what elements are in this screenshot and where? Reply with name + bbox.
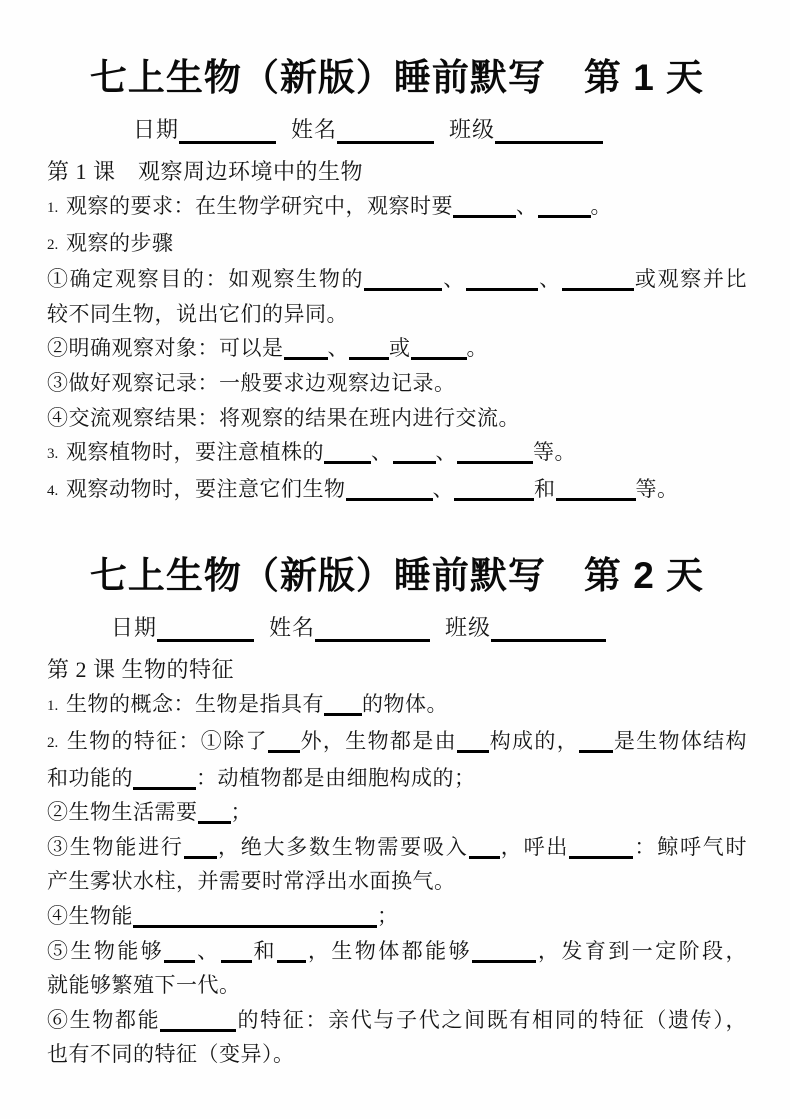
text-segment: 生物的概念：生物是指具有 (66, 692, 324, 717)
fill-in-blank (164, 942, 195, 963)
fill-in-blank (277, 942, 306, 963)
fill-in-blank (393, 443, 436, 464)
text-segment: ②生物生活需要 (47, 800, 198, 825)
field-label: 姓名 (269, 615, 316, 641)
text-segment: 外，生物都是由 (299, 728, 457, 753)
name-field (269, 615, 430, 640)
text-line (47, 899, 747, 934)
text-segment: 也有不同的特征（变异）。 (47, 1042, 295, 1067)
text-segment: ：鲸呼气时 (633, 834, 748, 859)
text-segment: 的特征：亲代与子代之间既有相同的特征（遗传）， (236, 1007, 748, 1032)
name-field (291, 117, 434, 142)
fill-in-blank (284, 339, 328, 360)
fill-in-blank (198, 803, 231, 824)
worksheet (47, 56, 747, 1072)
text-segment: 构成的， (488, 728, 580, 753)
section-title: 七上生物（新版）睡前默写 第 1 天 (89, 57, 705, 98)
text-segment: 。 (590, 194, 612, 218)
fill-in-blank (133, 907, 377, 928)
fill-in-blank (457, 443, 533, 464)
text-segment: ④生物能 (47, 903, 133, 928)
text-segment: 产生雾状水柱，并需要时常浮出水面换气。 (47, 869, 456, 894)
text-line (47, 1037, 747, 1072)
text-line (47, 724, 747, 761)
text-line (47, 262, 747, 297)
text-line (47, 968, 747, 1003)
fill-in-blank (324, 695, 362, 716)
text-line (47, 366, 747, 401)
text-segment: 、 (442, 267, 466, 292)
text-segment: ⑤生物能够 (47, 938, 165, 963)
fill-in-blank (454, 480, 534, 501)
fill-in-blank (579, 732, 613, 753)
text-segment: ④交流观察结果：将观察的结果在班内进行交流。 (47, 405, 520, 430)
field-label: 班级 (449, 117, 496, 142)
text-segment: ，生物体都能够 (306, 938, 473, 963)
text-segment: 等。 (533, 440, 576, 465)
fill-in-blank (453, 197, 516, 218)
text-segment: 生物的特征：①除了 (66, 728, 268, 753)
field-label: 班级 (445, 615, 492, 641)
date-field (111, 615, 254, 640)
fill-in-blank (324, 443, 371, 464)
field-label: 姓名 (291, 117, 338, 142)
fill-in-blank (221, 942, 252, 963)
text-segment: 观察植物时，要注意植株的 (66, 440, 324, 465)
text-segment: 和 (534, 476, 556, 501)
text-segment: 或 (389, 336, 411, 361)
section-title: 七上生物（新版）睡前默写 第 2 天 (89, 555, 705, 597)
text-segment: 观察的要求：在生物学研究中，观察时要 (66, 194, 453, 218)
text-line (47, 297, 747, 332)
field-blank-line (491, 617, 606, 642)
fill-in-blank (346, 480, 433, 501)
text-segment: 较不同生物，说出它们的异同。 (47, 301, 348, 326)
fill-in-blank (268, 732, 300, 753)
field-blank-line (157, 617, 254, 642)
text-line (47, 687, 747, 724)
text-segment: 的物体。 (362, 692, 448, 717)
text-segment: ③生物能进行 (47, 834, 184, 859)
fill-in-blank (472, 942, 536, 963)
text-segment: ，发育到一定阶段， (536, 938, 748, 963)
text-segment: 观察动物时，要注意它们生物 (66, 476, 346, 501)
field-blank-line (315, 617, 430, 642)
fill-in-blank (469, 838, 500, 859)
text-segment: ：动植物都是由细胞构成的； (196, 765, 476, 790)
fill-in-blank (160, 1011, 236, 1032)
class-field (445, 615, 606, 640)
text-segment: 和 (251, 938, 277, 963)
text-segment: 是生物体结构 (613, 728, 748, 753)
fill-in-blank (457, 732, 489, 753)
text-line (47, 435, 747, 472)
item-number: 4. (47, 482, 59, 499)
text-line (47, 472, 747, 509)
text-segment: 。 (466, 336, 488, 361)
fill-in-blank (364, 270, 442, 291)
field-blank-line (337, 119, 434, 144)
text-segment: 、 (327, 336, 349, 361)
text-segment: 、 (435, 440, 457, 465)
field-blank-line (179, 119, 276, 144)
lesson-heading: 第 2 课 生物的特征 (47, 657, 235, 683)
text-line (47, 189, 747, 226)
text-line (47, 761, 747, 796)
text-line (47, 226, 747, 263)
item-number: 2. (47, 236, 59, 253)
text-line (47, 1003, 747, 1038)
field-label: 日期 (111, 615, 158, 641)
text-segment: 、 (537, 267, 562, 292)
text-segment: ①确定观察目的：如观察生物的 (47, 267, 365, 292)
fill-in-blank (349, 339, 389, 360)
text-segment: 、 (432, 476, 454, 501)
text-segment: ，绝大多数生物需要吸入 (216, 834, 469, 859)
text-segment: 和功能的 (47, 765, 133, 790)
fill-in-blank (133, 769, 196, 790)
text-line (47, 331, 747, 366)
text-segment: ； (230, 800, 252, 825)
item-number: 2. (47, 734, 59, 751)
fill-in-blank (562, 270, 634, 291)
header-fields-row (133, 113, 747, 146)
lesson-heading: 第 1 课 观察周边环境中的生物 (47, 159, 364, 184)
text-segment: ⑥生物都能 (47, 1007, 161, 1032)
text-line (47, 401, 747, 436)
worksheet-section-2 (47, 554, 747, 1072)
item-number: 3. (47, 446, 59, 463)
fill-in-blank (466, 270, 538, 291)
text-segment: 或观察并比 (633, 267, 748, 292)
fill-in-blank (569, 838, 633, 859)
text-segment: 、 (516, 194, 538, 218)
text-segment: ②明确观察对象：可以是 (47, 336, 284, 361)
field-label: 日期 (133, 117, 180, 142)
header-fields-row (111, 611, 747, 644)
text-segment: ③做好观察记录：一般要求边观察边记录。 (47, 370, 456, 395)
fill-in-blank (556, 480, 636, 501)
text-line (47, 795, 747, 830)
text-segment: ； (377, 903, 399, 928)
text-segment: 等。 (635, 476, 679, 501)
fill-in-blank (411, 339, 467, 360)
text-segment: ，呼出 (499, 834, 570, 859)
text-line (47, 830, 747, 865)
text-segment: 、 (371, 440, 393, 465)
text-line (47, 864, 747, 899)
fill-in-blank (184, 838, 217, 859)
item-number: 1. (47, 698, 59, 715)
item-number: 1. (47, 200, 59, 216)
date-field (133, 117, 276, 142)
class-field (449, 117, 603, 142)
text-segment: 就能够繁殖下一代。 (47, 973, 241, 998)
text-line (47, 934, 747, 969)
text-segment: 、 (195, 938, 221, 963)
text-segment: 观察的步骤 (66, 230, 174, 255)
worksheet-section-1 (47, 56, 747, 508)
fill-in-blank (538, 197, 591, 218)
field-blank-line (495, 119, 603, 144)
